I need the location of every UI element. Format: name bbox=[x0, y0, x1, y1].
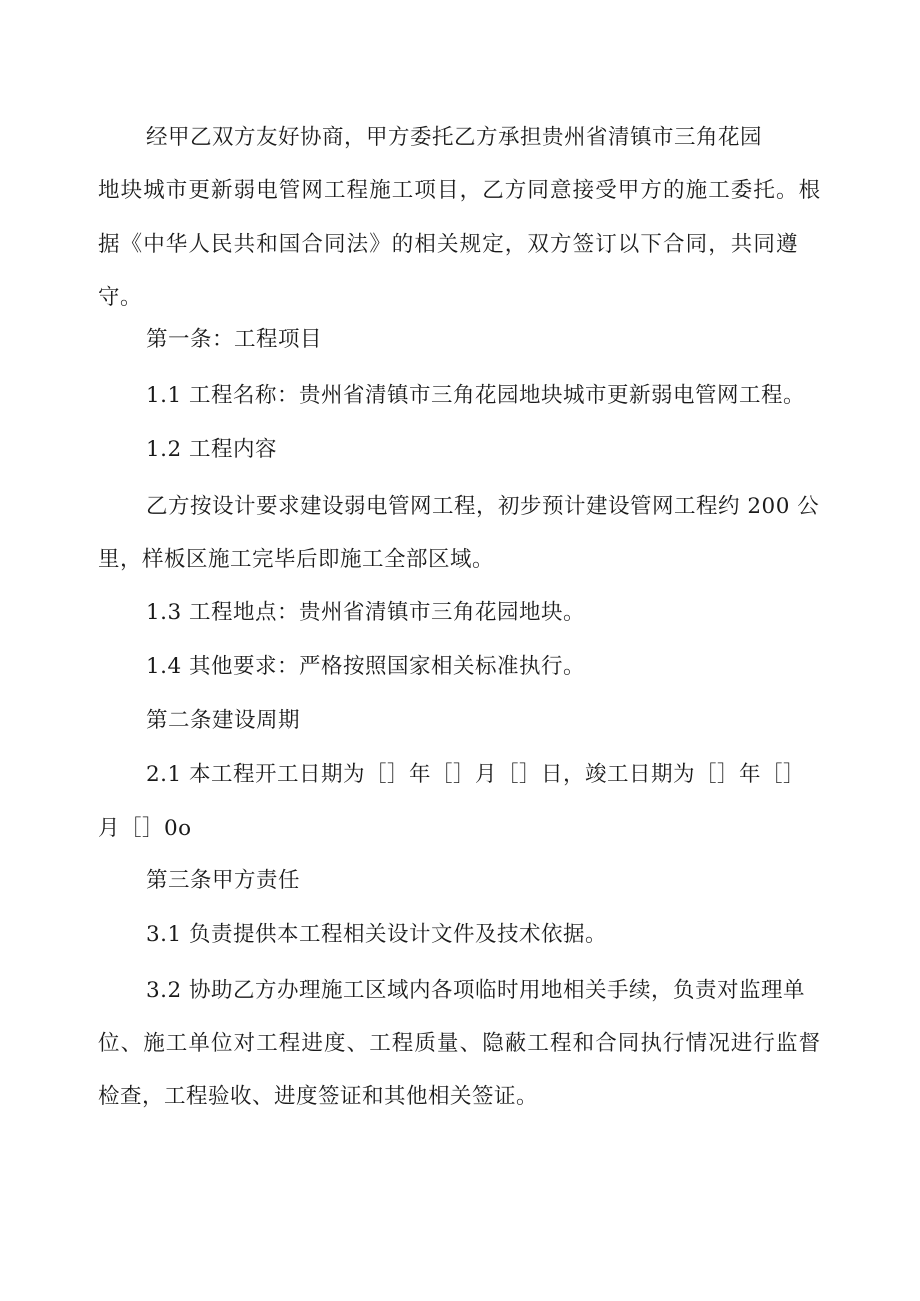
article-1-heading: 第一条：工程项目 bbox=[146, 327, 323, 352]
item-1-3-location: 1.3 工程地点：贵州省清镇市三角花园地块。 bbox=[146, 600, 586, 625]
intro-paragraph-line-4: 守。 bbox=[98, 285, 143, 310]
item-3-2-line-1: 3.2 协助乙方办理施工区域内各项临时用地相关手续，负责对监理单 bbox=[146, 978, 806, 1003]
item-1-2-content-line-1: 乙方按设计要求建设弱电管网工程，初步预计建设管网工程约 200 公 bbox=[146, 494, 820, 519]
article-2-heading: 第二条建设周期 bbox=[146, 708, 301, 733]
item-2-1-line-2: 月［］0o bbox=[98, 816, 192, 841]
item-1-4-requirements: 1.4 其他要求：严格按照国家相关标准执行。 bbox=[146, 654, 586, 679]
item-1-1-project-name: 1.1 工程名称：贵州省清镇市三角花园地块城市更新弱电管网工程。 bbox=[146, 383, 806, 408]
intro-paragraph-line-1: 经甲乙双方友好协商，甲方委托乙方承担贵州省清镇市三角花园 bbox=[146, 125, 763, 150]
item-1-2-content-line-2: 里，样板区施工完毕后即施工全部区域。 bbox=[98, 547, 495, 572]
item-3-2-line-3: 检查，工程验收、进度签证和其他相关签证。 bbox=[98, 1084, 539, 1109]
intro-paragraph-line-3: 据《中华人民共和国合同法》的相关规定，双方签订以下合同，共同遵 bbox=[98, 232, 799, 257]
item-1-2-heading: 1.2 工程内容 bbox=[146, 437, 278, 462]
article-3-heading: 第三条甲方责任 bbox=[146, 868, 301, 893]
item-3-1: 3.1 负责提供本工程相关设计文件及技术依据。 bbox=[146, 922, 608, 947]
item-3-2-line-2: 位、施工单位对工程进度、工程质量、隐蔽工程和合同执行情况进行监督 bbox=[98, 1031, 822, 1056]
intro-paragraph-line-2: 地块城市更新弱电管网工程施工项目，乙方同意接受甲方的施工委托。根 bbox=[98, 178, 822, 203]
item-2-1-line-1: 2.1 本工程开工日期为［］年［］月［］日，竣工日期为［］年［］ bbox=[146, 762, 806, 787]
